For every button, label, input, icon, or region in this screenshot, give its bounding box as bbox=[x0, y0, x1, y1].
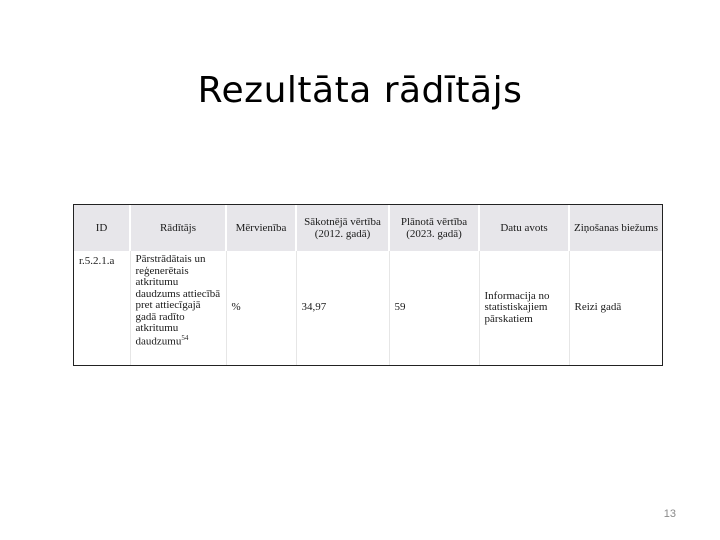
indicator-table bbox=[74, 205, 662, 365]
header-id: ID bbox=[74, 205, 130, 251]
footnote-marker: 54 bbox=[181, 333, 189, 342]
header-baseline: Sākotnējā vērtība (2012. gadā) bbox=[296, 205, 389, 251]
cell-baseline: 34,97 bbox=[296, 251, 389, 365]
table-row bbox=[74, 251, 662, 365]
slide-title: Rezultāta rādītājs bbox=[197, 70, 523, 111]
cell-unit: % bbox=[226, 251, 296, 365]
cell-source: Informacija no statistiskajiem pārskatiem bbox=[479, 251, 569, 365]
header-target: Plānotā vērtība (2023. gadā) bbox=[389, 205, 479, 251]
table-header-row bbox=[74, 205, 662, 251]
page-number: 13 bbox=[663, 508, 676, 520]
cell-target: 59 bbox=[389, 251, 479, 365]
cell-indicator-text: Pārstrādātais un reģenerētais atkritumu daudzums attiecībā pret attiecīgajā gadā radīto atkritumu daudzumu bbox=[135, 253, 221, 348]
cell-indicator bbox=[130, 251, 226, 365]
header-frequency: Ziņošanas biežums bbox=[569, 205, 662, 251]
header-unit: Mērvienība bbox=[226, 205, 296, 251]
cell-id: r.5.2.1.a bbox=[79, 255, 115, 267]
indicator-table-image bbox=[73, 204, 663, 366]
header-indicator: Rādītājs bbox=[130, 205, 226, 251]
header-source: Datu avots bbox=[479, 205, 569, 251]
cell-frequency: Reizi gadā bbox=[569, 251, 662, 365]
